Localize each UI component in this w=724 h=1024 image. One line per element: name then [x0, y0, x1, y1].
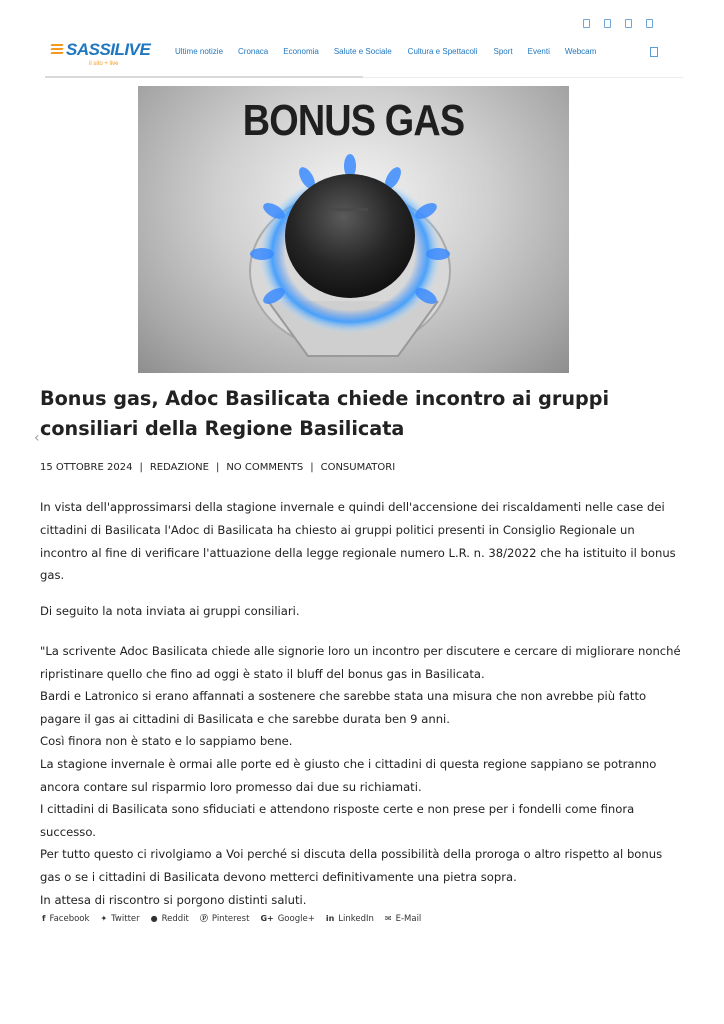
share-reddit-button[interactable] — [151, 914, 189, 924]
facebook-icon: f — [42, 914, 46, 923]
quote-line: La stagione invernale è ormai alle porte ed è giusto che i cittadini di questa regione sappiano se potranno ancora contare sul risparmio loro promesso dai due su richiamati. — [40, 756, 657, 794]
reddit-icon: ● — [150, 914, 158, 923]
nav-item-economia[interactable]: Economia — [283, 47, 319, 56]
share-label: Twitter — [111, 913, 140, 924]
nav-item-eventi[interactable]: Eventi — [527, 47, 550, 56]
nav-item-ultime-notizie[interactable]: Ultime notizie — [175, 47, 224, 56]
chevron-left-icon[interactable]: ‹ — [34, 430, 40, 446]
social-icon[interactable] — [625, 19, 632, 28]
share-bar — [42, 913, 432, 924]
share-label: E-Mail — [395, 913, 422, 924]
hero-image — [138, 86, 569, 373]
top-social-icons — [583, 19, 653, 28]
article-comments[interactable]: NO COMMENTS — [226, 462, 304, 473]
linkedin-icon: in — [325, 914, 335, 923]
nav-item-webcam[interactable]: Webcam — [564, 47, 597, 56]
share-label: Google+ — [277, 913, 315, 924]
nav-item-sport[interactable]: Sport — [493, 47, 513, 56]
header-progress-line — [45, 76, 363, 78]
nav-item-salute-sociale[interactable]: Salute e Sociale — [333, 47, 392, 56]
main-nav — [175, 47, 596, 56]
logo-mark-icon — [51, 44, 63, 56]
article-quote — [40, 640, 685, 911]
nav-item-cultura-spettacoli[interactable]: Cultura e Spettacoli — [407, 47, 478, 56]
search-icon[interactable] — [650, 47, 658, 57]
share-facebook-button[interactable] — [42, 914, 89, 924]
share-googleplus-button[interactable] — [260, 914, 314, 924]
logo-name: SASSILIVE — [66, 40, 151, 59]
twitter-icon: ✦ — [100, 914, 108, 923]
quote-line: I cittadini di Basilicata sono sfiduciati e attendono risposte certe e non prese per i fondelli come finora successo. — [40, 802, 635, 839]
article-title: Bonus gas, Adoc Basilicata chiede incontro ai gruppi consiliari della Regione Basilicata — [40, 387, 610, 440]
share-email-button[interactable] — [385, 914, 421, 924]
social-icon[interactable] — [583, 19, 590, 28]
article-category[interactable]: CONSUMATORI — [320, 462, 396, 473]
article-author[interactable]: REDAZIONE — [149, 462, 209, 473]
pinterest-icon: Ⓟ — [199, 914, 208, 923]
share-twitter-button[interactable] — [100, 914, 139, 924]
quote-line: In attesa di riscontro si porgono distinti saluti. — [40, 892, 307, 907]
share-label: Facebook — [49, 913, 90, 924]
googleplus-icon: G+ — [260, 914, 274, 923]
quote-line: Bardi e Latronico si erano affannati a sostenere che sarebbe stata una misura che non avrebbe più fatto pagare il gas ai cittadini di Basilicata e che sarebbe durata ben 9 anni. — [40, 689, 647, 726]
article-meta: 15 OTTOBRE 2024 | REDAZIONE | NO COMMENTS | CONSUMATORI — [40, 462, 396, 473]
article-paragraph: In vista dell'approssimarsi della stagione invernale e quindi dell'accensione dei riscaldamenti nelle case dei cittadini di Basilicata l'Adoc di Basilicata ha chiesto ai gruppi politici presenti in Consiglio Regionale un incontro al fine di verificare l'attuazione della legge regionale numero L.R. n. 38/2022 che ha istituito il bonus gas. — [40, 500, 676, 583]
quote-line: Per tutto questo ci rivolgiamo a Voi perché si discuta della possibilità della proroga o altro rispetto al bonus gas o se i cittadini di Basilicata devono metterci definitivamente una pietra sopra. — [40, 847, 663, 884]
share-label: LinkedIn — [338, 913, 374, 924]
email-icon: ✉ — [384, 914, 392, 923]
social-icon[interactable] — [604, 19, 611, 28]
share-linkedin-button[interactable] — [326, 914, 374, 924]
site-logo[interactable] — [51, 40, 151, 72]
article-date: 15 OTTOBRE 2024 — [40, 462, 133, 473]
logo-tagline: il sito + live — [89, 61, 119, 67]
article-paragraph: Di seguito la nota inviata ai gruppi consiliari. — [40, 604, 300, 618]
social-icon[interactable] — [646, 19, 653, 28]
quote-line: "La scrivente Adoc Basilicata chiede alle signorie loro un incontro per discutere e cercare di migliorare nonché ripristinare quello che fino ad oggi è stato il bluff del bonus gas in Basilicata. — [40, 644, 681, 681]
share-label: Pinterest — [211, 913, 250, 924]
share-label: Reddit — [161, 913, 189, 924]
nav-item-cronaca[interactable]: Cronaca — [238, 47, 269, 56]
hero-caption: BONUS GAS — [242, 96, 465, 145]
share-pinterest-button[interactable] — [200, 913, 250, 924]
quote-line: Così finora non è stato e lo sappiamo bene. — [40, 734, 293, 749]
